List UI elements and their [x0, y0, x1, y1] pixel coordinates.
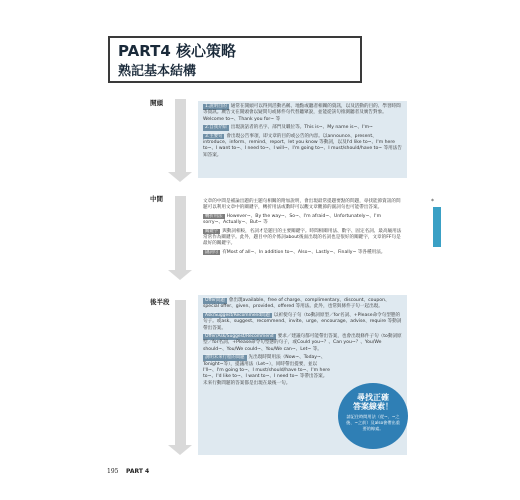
tag-transition: 轉折用法 — [205, 213, 223, 219]
flow-arrow-head-opening — [168, 172, 192, 182]
chapter-side-tab — [433, 207, 441, 247]
tag-ask-suggest: Ask/Suggest/Recommend問題 — [205, 312, 270, 318]
opening-item-1-text: 通常在開頭可以得到活動名稱、地點或聽者相關的資訊，以及活動的目的、學習時間等資訊。廣告文在開頭會以疑問句或條件句代替聽眾說，並能從該句推測聽者及廣告對象。Welcome to~、Thank you for~ 等 — [203, 104, 401, 122]
tag-offer: Offer問題 — [205, 298, 225, 303]
tag-self-intro: 2.自我介紹 — [205, 125, 227, 131]
panel-opening — [198, 101, 407, 178]
latter-item-4-text: 先出現時間用法（Now~、Today~、Tonight~等），提議用法（Let~），同時帶出提要，並以I'll~、I'm going to~、I must/should/have to~、I'm here to~、I'd like to~、I want to~、I need to~ 等帶出答案。未來行動問題的答案都是出現在最後一句。 — [203, 355, 330, 386]
middle-item-1-text: However~、By the way~、So~、I'm afraid~、Unfortunately~、I'm sorry~、Actually~、But~ 等 — [203, 213, 382, 226]
section-label-latter: 後半段 — [150, 298, 170, 306]
page-number: 195 — [107, 468, 119, 475]
latter-item-1-text: 會出現available、free of charge、complimentary、discount、coupon、special offer、given、provided、offered 等用法。此外，也常與條件子句一起出現。 — [203, 298, 390, 310]
tag-future-plan: 說明未來行程的問題 — [205, 355, 245, 361]
callout-heading: 尋找正確 答案線索！ — [353, 393, 393, 411]
side-marker: * — [431, 198, 434, 205]
middle-item-1 — [203, 214, 402, 227]
middle-item-2-text: 與動詞相較，名詞才是題目的主要關鍵字。時間相關用法、數字、固定名詞、最高級用法常常作為關鍵字。此外，題目中的介係詞about後面出現的名詞也是很好的關鍵字，文章的FF句是最好的關鍵字。 — [203, 228, 402, 247]
panel-middle — [198, 196, 407, 277]
tag-purpose: 1.說明目的 — [205, 104, 227, 109]
section-label-middle: 中間 — [150, 195, 163, 203]
answer-clue-callout — [338, 383, 408, 449]
section-label-opening: 開頭 — [150, 99, 163, 107]
tag-keyword: 關鍵字 — [205, 228, 219, 234]
flow-arrow-head-middle — [168, 270, 192, 280]
flow-arrow-opening — [175, 99, 186, 172]
middle-item-2 — [203, 229, 402, 248]
callout-body: 請記住時間用法（從~、~之後、~之前）及also會帶出重要的線索。 — [346, 414, 400, 431]
middle-item-3 — [203, 250, 402, 256]
opening-item-1 — [203, 104, 402, 123]
flow-arrow-middle — [175, 196, 186, 270]
flow-arrow-latter — [175, 300, 186, 445]
latter-item-1 — [203, 298, 402, 311]
tag-adverb: 副詞句 — [205, 249, 219, 255]
flow-arrow-head-latter — [168, 445, 192, 455]
opening-item-2 — [203, 125, 402, 131]
latter-item-2 — [203, 313, 402, 332]
title-box — [108, 36, 362, 83]
footer-part-label: PART 4 — [126, 468, 150, 475]
latter-item-3-text: 要求／建議句都可能帶出答案，也會出現條件子句（to動詞原型／for名詞、+Please命令句型態的句子，或Could you~？、Can you~？、You/We should~、You/We could~、You/We can~、Let~ 等。 — [203, 334, 402, 352]
opening-item-3-text: 會出現公告事項，即文章的目的或公告的內容。以announce、present、introduce、inform、remind、report、let you know 等動詞，以及I'd like to~、I'm here to~、I want to~、I need to~、I will~、I'm going to~、I must/should/have to~ 等用法告知答案。 — [203, 133, 402, 158]
tag-offer-ask: Offer/Ask/Suggest/Recommend — [205, 334, 274, 340]
latter-item-3 — [203, 334, 402, 353]
middle-item-3-text: 有Most of all~、In addition to~、Also~、Lastly~、Finally~ 等各種用法。 — [222, 249, 386, 255]
tag-main-sentence: 3.主要句 — [205, 133, 223, 139]
page-subtitle: 熟記基本結構 — [118, 64, 197, 79]
page-title: PART4 核心策略 — [118, 42, 236, 60]
opening-item-3 — [203, 134, 402, 160]
opening-item-2-text: 出現說話者的名字、部門及職位等。This is~、My name is~、I'm~ — [230, 125, 373, 131]
latter-item-2-text: 以祈使句子句（to動詞原型／for名詞、+Please命令句型態的句子。或ask、suggest、recommend、invite、urge、encourage、advise、require 等動詞帶出答案。 — [203, 312, 402, 331]
middle-intro: 文章的中間是補論出題的主題句相關的附加說明，會出現最常提題要點的問題，尋找能節資訊的問題可以利用文章中的關鍵字，轉折用法或數時可以觀文章觀節的副詞句也可能帶出答案。 — [203, 199, 401, 211]
